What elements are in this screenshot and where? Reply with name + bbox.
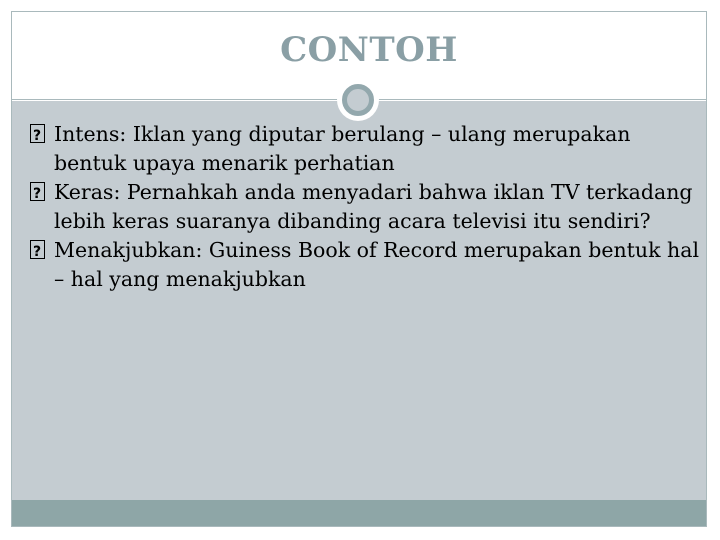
bullet-item (30, 236, 700, 294)
bullet-item (30, 178, 700, 236)
bullet-item (30, 120, 700, 178)
slide-title: CONTOH (280, 30, 458, 70)
bullet-text: Keras: Pernahkah anda menyadari bahwa iklan TV terkadang lebih keras suaranya dibanding acara televisi itu sendiri? (54, 180, 693, 233)
bullet-box-icon (30, 240, 45, 259)
bullet-list (30, 120, 700, 294)
bullet-box-icon (30, 182, 45, 201)
bullet-box-icon (30, 124, 45, 143)
bullet-text: Menakjubkan: Guiness Book of Record merupakan bentuk hal – hal yang menakjubkan (54, 238, 700, 291)
bullet-text: Intens: Iklan yang diputar berulang – ulang merupakan bentuk upaya menarik perhatian (54, 122, 631, 175)
